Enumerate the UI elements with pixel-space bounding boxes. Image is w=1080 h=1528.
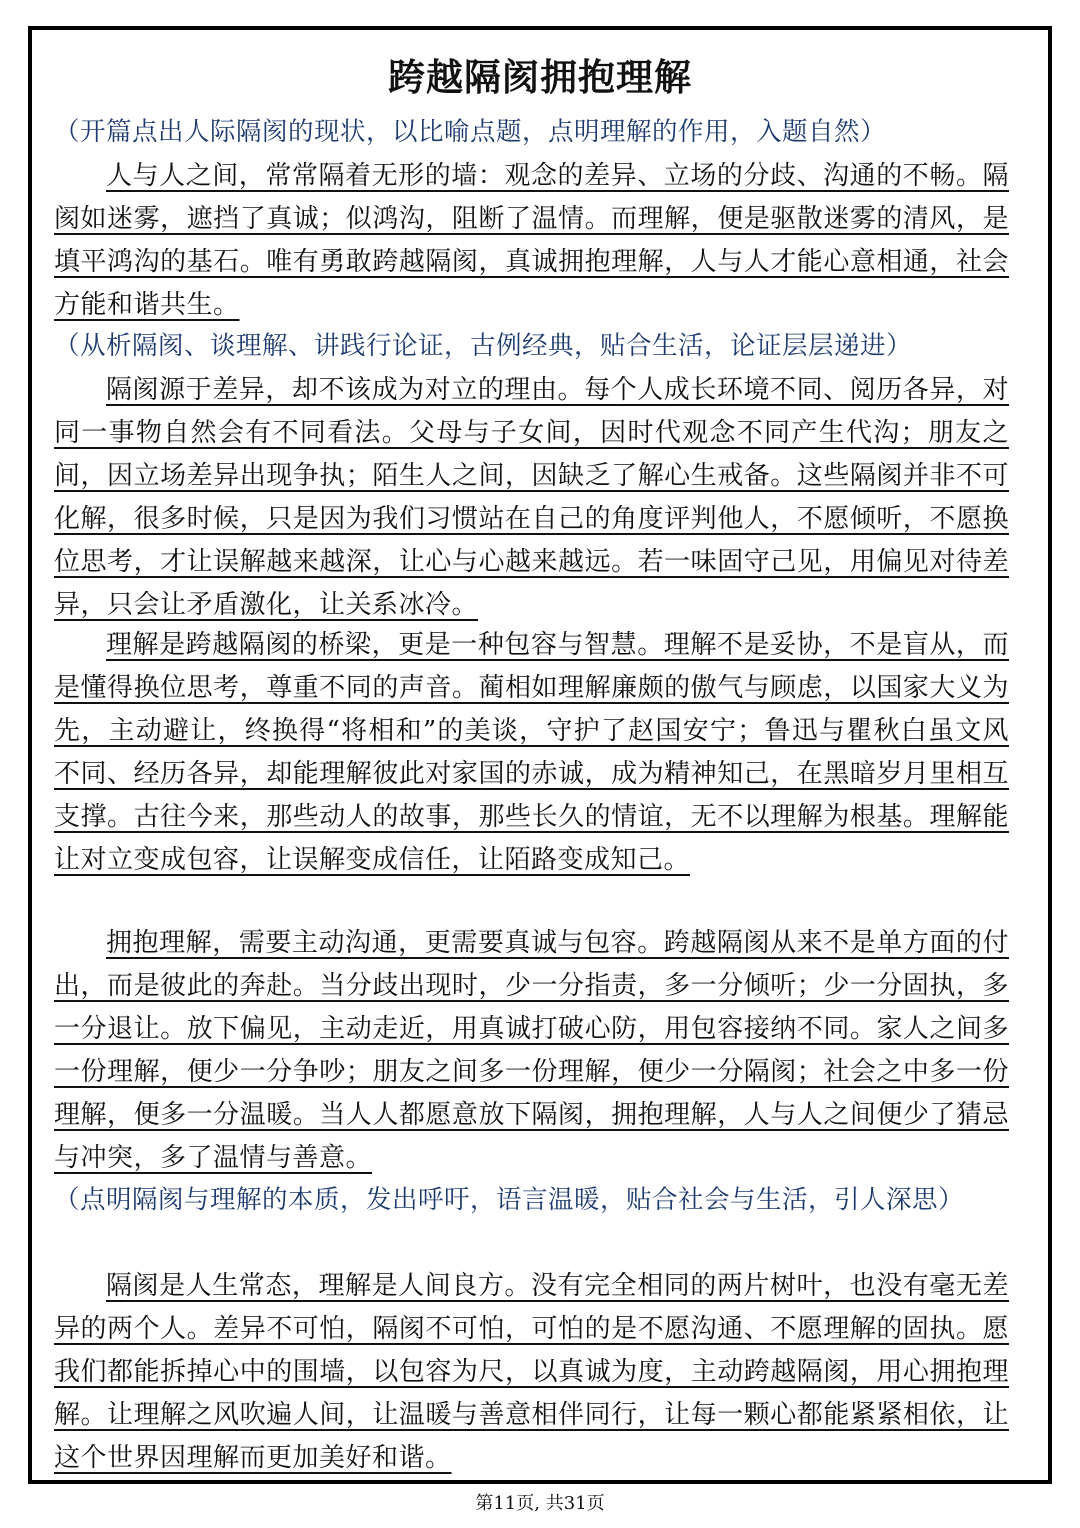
comment-note-1: （开篇点出人际隔阂的现状，以比喻点题，点明理解的作用，入题自然） — [54, 117, 887, 147]
page-number: 第11页, 共31页 — [475, 1493, 605, 1514]
essay-title: 跨越隔阂拥抱理解 — [388, 56, 692, 99]
essay-paragraph-5: 隔阂是人生常态，理解是人间良方。没有完全相同的两片树叶，也没有毫无差异的两个人。差异不可怕，隔阂不可怕，可怕的是不愿沟通、不愿理解的固执。愿我们都能拆掉心中的围墙，以包容为尺，以真诚为度，主动跨越隔阂，用心拥抱理解。让理解之风吹遍人间，让温暖与善意相伴同行，让每一颗心都能紧紧相依，让这个世界因理解而更加美好和谐。 — [54, 1271, 1009, 1473]
essay-paragraph-3: 理解是跨越隔阂的桥梁，更是一种包容与智慧。理解不是妥协，不是盲从，而是懂得换位思考，尊重不同的声音。蔺相如理解廉颇的傲气与顾虑，以国家大义为先，主动避让，终换得“将相和”的美谈，守护了赵国安宁；鲁迅与瞿秋白虽文风不同、经历各异，却能理解彼此对家国的赤诚，成为精神知己，在黑暗岁月里相互支撑。古往今来，那些动人的故事，那些长久的情谊，无不以理解为根基。理解能让对立变成包容，让误解变成信任，让陌路变成知己。 — [54, 630, 1009, 875]
essay-paragraph-2: 隔阂源于差异，却不该成为对立的理由。每个人成长环境不同、阅历各异，对同一事物自然会有不同看法。父母与子女间，因时代观念不同产生代沟；朋友之间，因立场差异出现争执；陌生人之间，因缺乏了解心生戒备。这些隔阂并非不可化解，很多时候，只是因为我们习惯站在自己的角度评判他人，不愿倾听，不愿换位思考，才让误解越来越深，让心与心越来越远。若一味固守己见，用偏见对待差异，只会让矛盾激化，让关系冰冷。 — [54, 375, 1009, 620]
essay-paragraph-4: 拥抱理解，需要主动沟通，更需要真诚与包容。跨越隔阂从来不是单方面的付出，而是彼此的奔赴。当分歧出现时，少一分指责，多一分倾听；少一分固执，多一分退让。放下偏见，主动走近，用真诚打破心防，用包容接纳不同。家人之间多一份理解，便少一分争吵；朋友之间多一份理解，便少一分隔阂；社会之中多一份理解，便多一分温暖。当人人都愿意放下隔阂，拥抱理解，人与人之间便少了猜忌与冲突，多了温情与善意。 — [54, 928, 1009, 1173]
comment-note-2: （从析隔阂、谈理解、讲践行论证，古例经典，贴合生活，论证层层递进） — [54, 331, 913, 361]
essay-paragraph-1: 人与人之间，常常隔着无形的墙：观念的差异、立场的分歧、沟通的不畅。隔阂如迷雾，遮挡了真诚；似鸿沟，阻断了温情。而理解，便是驱散迷雾的清风，是填平鸿沟的基石。唯有勇敢跨越隔阂，真诚拥抱理解，人与人才能心意相通，社会方能和谐共生。 — [54, 161, 1009, 320]
comment-note-3: （点明隔阂与理解的本质，发出呼吁，语言温暖，贴合社会与生活，引人深思） — [54, 1185, 965, 1215]
